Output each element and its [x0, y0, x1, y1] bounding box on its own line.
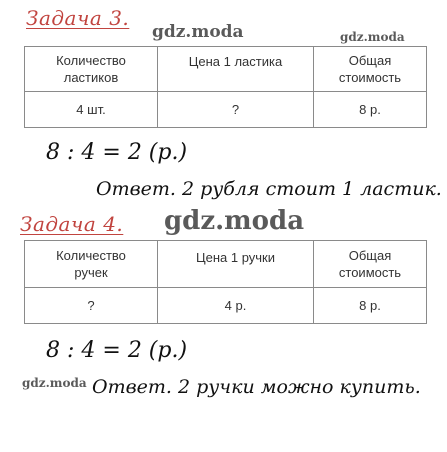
- watermark: gdz.moda: [22, 376, 87, 390]
- header-total-cost: Общая стоимость: [314, 47, 427, 92]
- cell-unit-price: ?: [158, 92, 314, 128]
- task4-equation: 8 : 4 = 2 (р.): [46, 338, 188, 363]
- task3-title: Задача 3.: [26, 6, 130, 30]
- table-header-row: [25, 47, 427, 92]
- table-header-row: [25, 241, 427, 288]
- task4-answer: Ответ. 2 ручки можно купить.: [92, 376, 421, 398]
- cell-quantity: ?: [25, 288, 158, 324]
- header-total-cost: Общая стоимость: [314, 241, 427, 288]
- cell-total-cost: 8 р.: [314, 288, 427, 324]
- table-row: [25, 92, 427, 128]
- task3-table: [24, 46, 427, 128]
- watermark: gdz.moda: [340, 30, 405, 44]
- header-quantity: Количество ручек: [25, 241, 158, 288]
- task4-table: [24, 240, 427, 324]
- watermark: gdz.moda: [164, 206, 305, 236]
- watermark: gdz.moda: [152, 22, 244, 42]
- task3-answer: Ответ. 2 рубля стоит 1 ластик.: [96, 178, 442, 200]
- task3-equation: 8 : 4 = 2 (р.): [46, 140, 188, 165]
- cell-quantity: 4 шт.: [25, 92, 158, 128]
- header-quantity: Количество ластиков: [25, 47, 158, 92]
- header-unit-price: Цена 1 ручки: [158, 241, 314, 288]
- header-unit-price: Цена 1 ластика: [158, 47, 314, 92]
- task4-title: Задача 4.: [20, 212, 124, 236]
- table-row: [25, 288, 427, 324]
- cell-unit-price: 4 р.: [158, 288, 314, 324]
- cell-total-cost: 8 р.: [314, 92, 427, 128]
